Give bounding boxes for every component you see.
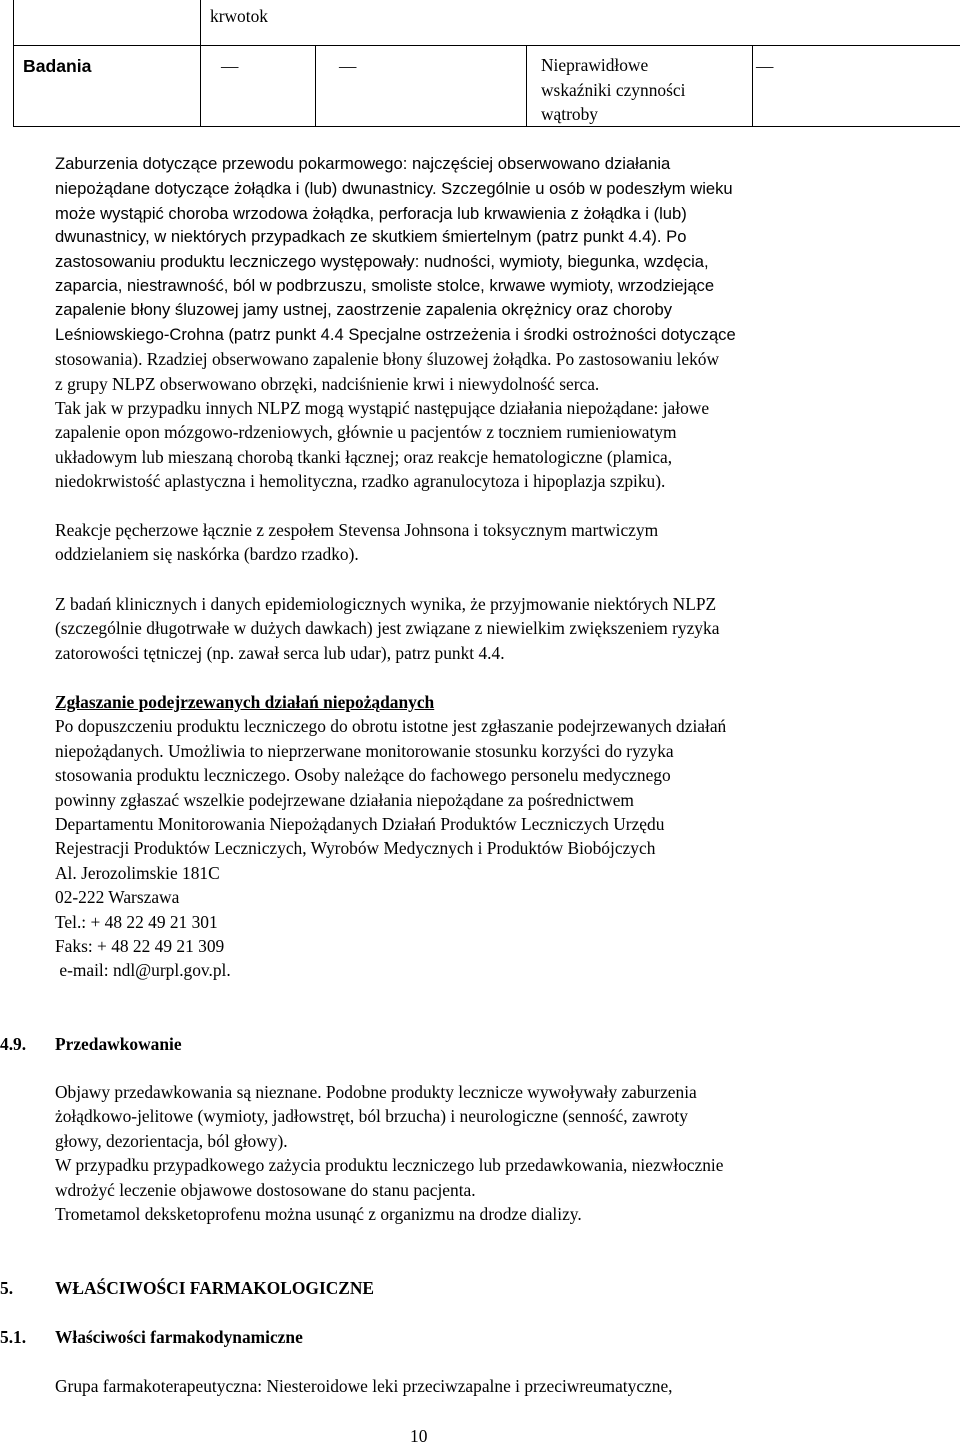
text-line: układowym lub mieszaną chorobą tkanki łącznej; oraz reakcje hematologiczne (plamica, [55, 446, 673, 467]
finding-line: Nieprawidłowe [541, 55, 649, 75]
table-cell-finding [527, 46, 753, 126]
finding-line: wątroby [541, 104, 598, 124]
text-line: Faks: + 48 22 49 21 309 [55, 935, 225, 956]
text-line: wdrożyć leczenie objawowe dostosowane do stanu pacjenta. [55, 1179, 476, 1200]
section-title: Przedawkowanie [55, 1034, 182, 1054]
skin-paragraph [55, 518, 935, 567]
text-line: Rejestracji Produktów Leczniczych, Wyrobów Medycznych i Produktów Biobójczych [55, 838, 656, 859]
cardio-paragraph [55, 592, 935, 665]
text-line: stosowania produktu leczniczego. Osoby należące do fachowego personelu medycznego [55, 765, 671, 786]
text-line: Grupa farmakoterapeutyczna: Niesteroidowe leki przeciwzapalne i przeciwreumatyczne, [55, 1376, 673, 1396]
text-line: niepożądanych. Umożliwia to nieprzerwane monitorowanie stosunku korzyści do ryzyka [55, 740, 674, 761]
text-line [55, 176, 935, 200]
section-title: WŁAŚCIWOŚCI FARMAKOLOGICZNE [55, 1278, 375, 1298]
text-line: Leśniowskiego-Crohna (patrz punkt 4.4 Specjalne ostrzeżenia i środki ostrożności dotyczące [55, 324, 736, 344]
text-line: głowy, dezorientacja, ból głowy). [55, 1130, 288, 1151]
text-line: 02-222 Warszawa [55, 887, 180, 908]
text-span: może wystąpić choroba wrzodowa żołądka, perforacja lub krwawienia z żołądka i (lub) [55, 203, 687, 223]
table-row [13, 0, 960, 45]
table-cell-krwotok: krwotok [210, 6, 268, 26]
dash-value: — [339, 56, 357, 76]
text-line [55, 201, 935, 225]
text-line: Po dopuszczeniu produktu leczniczego do obrotu istotne jest zgłaszanie podejrzewanych działań [55, 716, 727, 737]
gastro-paragraph [55, 152, 935, 493]
table-cell-dash [753, 46, 960, 126]
text-line: Trometamol deksketoprofenu można usunąć z organizmu na drodze dializy. [55, 1203, 582, 1224]
text-line: powinny zgłaszać wszelkie podejrzewane działania niepożądane za pośrednictwem [55, 789, 634, 810]
text-line: z grupy NLPZ obserwowano obrzęki, nadciśnienie krwi i niewydolność serca. [55, 373, 600, 394]
section-number: 4.9. [0, 1034, 27, 1054]
text-line: zatorowości tętniczej (np. zawał serca lub udar), patrz punkt 4.4. [55, 642, 505, 663]
page-number: 10 [410, 1426, 428, 1446]
section-title: Właściwości farmakodynamiczne [55, 1327, 303, 1347]
text-line: oddzielaniem się naskórka (bardzo rzadko). [55, 544, 359, 565]
text-line: W przypadku przypadkowego zażycia produktu leczniczego lub przedawkowania, niezwłocznie [55, 1155, 724, 1176]
reporting-section [55, 690, 935, 983]
table-cell-dash [316, 46, 527, 126]
text-line: Zaburzenia dotyczące przewodu pokarmowego: najczęściej obserwowano działania [55, 154, 671, 173]
table-cell-empty [13, 0, 201, 45]
email-line: e-mail: ndl@urpl.gov.pl. [55, 960, 231, 981]
reporting-heading: Zgłaszanie podejrzewanych działań niepożądanych [55, 692, 435, 712]
text-line: Objawy przedawkowania są nieznane. Podobne produkty lecznicze wywoływały zaburzenia [55, 1082, 697, 1102]
overdose-paragraph [55, 1080, 935, 1226]
text-line: stosowania). Rzadziej obserwowano zapalenie błony śluzowej żołądka. Po zastosowaniu leków [55, 349, 720, 370]
text-line: (szczególnie długotrwałe w dużych dawkach) jest związane z niewielkim zwiększeniem ryzyka [55, 618, 720, 639]
dash-value: — [756, 56, 774, 76]
text-line: dwunastnicy, w niektórych przypadkach ze skutkiem śmiertelnym (patrz punkt 4.4). Po [55, 227, 687, 247]
section-number: 5. [0, 1278, 14, 1298]
text-line: niedokrwistość aplastyczna i hemolityczna, rzadko agranulocytoza i hipoplazja szpiku). [55, 471, 666, 492]
text-line: żołądkowo-jelitowe (wymioty, jadłowstręt, ból brzucha) i neurologiczne (senność, zawroty [55, 1106, 688, 1127]
text-line: zaparcia, niestrawność, ból w podbrzuszu, smoliste stolce, krwawe wymioty, wrzodziejące [55, 275, 715, 295]
table-cell-label [14, 46, 201, 126]
table-cell-dash [201, 46, 316, 126]
text-line: zapalenie błony śluzowej jamy ustnej, zaostrzenie zapalenia okrężnicy oraz choroby [55, 300, 673, 320]
section-number: 5.1. [0, 1327, 27, 1347]
table-row-badania [13, 45, 960, 127]
pharmaco-group-paragraph [55, 1374, 935, 1398]
text-line: Reakcje pęcherzowe łącznie z zespołem Stevensa Johnsona i toksycznym martwiczym [55, 520, 659, 540]
text-line: Tel.: + 48 22 49 21 301 [55, 911, 218, 932]
finding-line: wskaźniki czynności [541, 79, 686, 100]
dash-value: — [221, 56, 239, 76]
row-label-badania: Badania [23, 56, 92, 76]
text-line: Tak jak w przypadku innych NLPZ mogą wystąpić następujące działania niepożądane: jałowe [55, 397, 710, 418]
text-line: zastosowaniu produktu leczniczego występowały: nudności, wymioty, biegunka, wzdęcia, [55, 251, 709, 271]
text-span: niepożądane dotyczące żołądka i (lub) dwunastnicy. Szczególnie u osób w podeszłym wieku [55, 179, 733, 199]
text-line: Z badań klinicznych i danych epidemiologicznych wynika, że przyjmowanie niektórych NLPZ [55, 594, 717, 614]
text-line: Al. Jerozolimskie 181C [55, 862, 220, 883]
text-line: Departamentu Monitorowania Niepożądanych Działań Produktów Leczniczych Urzędu [55, 813, 665, 834]
text-line: zapalenie opon mózgowo-rdzeniowych, głównie u pacjentów z toczniem rumieniowatym [55, 422, 677, 443]
